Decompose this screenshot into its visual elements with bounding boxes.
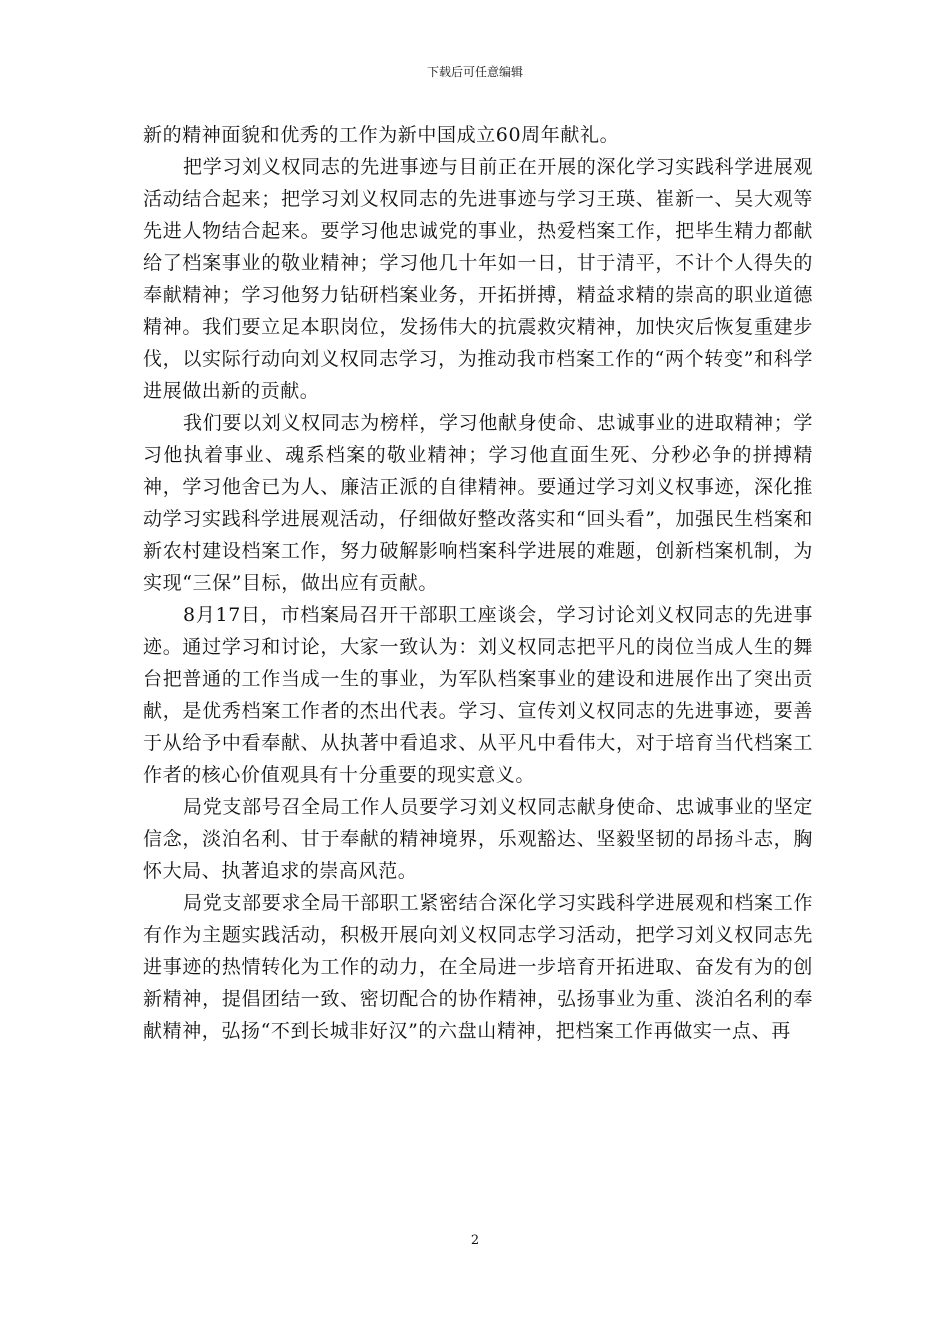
page-number: 2 bbox=[470, 1233, 480, 1248]
paragraph: 局党支部要求全局干部职工紧密结合深化学习实践科学进展观和档案工作有作为主题实践活动，积极开展向刘义权同志学习活动，把学习刘义权同志先进事迹的热情转化为工作的动力，在全局进一步培育开拓进取、奋发有为的创新精神，提倡团结一致、密切配合的协作精神，弘扬事业为重、淡泊名利的奉献精神，弘扬“不到长城非好汉”的六盘山精神，把档案工作再做实一点、再 bbox=[143, 892, 813, 1042]
paragraph: 8月17日，市档案局召开干部职工座谈会，学习讨论刘义权同志的先进事迹。通过学习和讨论，大家一致认为：刘义权同志把平凡的岗位当成人生的舞台把普通的工作当成一生的事业，为军队档案事业的建设和进展作出了突出贡献，是优秀档案工作者的杰出代表。学习、宣传刘义权同志的先进事迹，要善于从给予中看奉献、从执著中看追求、从平凡中看伟大，对于培育当代档案工作者的核心价值观具有十分重要的现实意义。 bbox=[143, 604, 813, 786]
paragraph-continuation: 新的精神面貌和优秀的工作为新中国成立60周年献礼。 bbox=[143, 124, 620, 146]
paragraph: 我们要以刘义权同志为榜样，学习他献身使命、忠诚事业的进取精神；学习他执着事业、魂系档案的敬业精神；学习他直面生死、分秒必争的拼搏精神，学习他舍已为人、廉洁正派的自律精神。要通过学习刘义权事迹，深化推动学习实践科学进展观活动，仔细做好整改落实和“回头看”，加强民生档案和新农村建设档案工作，努力破解影响档案科学进展的难题，创新档案机制，为实现“三保”目标，做出应有贡献。 bbox=[143, 412, 813, 594]
document-body bbox=[143, 119, 813, 1047]
paragraph: 局党支部号召全局工作人员要学习刘义权同志献身使命、忠诚事业的坚定信念，淡泊名利、甘于奉献的精神境界，乐观豁达、坚毅坚韧的昂扬斗志，胸怀大局、执著追求的崇高风范。 bbox=[143, 796, 813, 882]
paragraph: 把学习刘义权同志的先进事迹与目前正在开展的深化学习实践科学进展观活动结合起来；把学习刘义权同志的先进事迹与学习王瑛、崔新一、吴大观等先进人物结合起来。要学习他忠诚党的事业，热爱档案工作，把毕生精力都献给了档案事业的敬业精神；学习他几十年如一日，甘于清平，不计个人得失的奉献精神；学习他努力钻研档案业务，开拓拼搏，精益求精的崇高的职业道德精神。我们要立足本职岗位，发扬伟大的抗震救灾精神，加快灾后恢复重建步伐，以实际行动向刘义权同志学习，为推动我市档案工作的“两个转变”和科学进展做出新的贡献。 bbox=[143, 156, 813, 402]
page-header: 下载后可任意编辑 bbox=[426, 65, 523, 79]
